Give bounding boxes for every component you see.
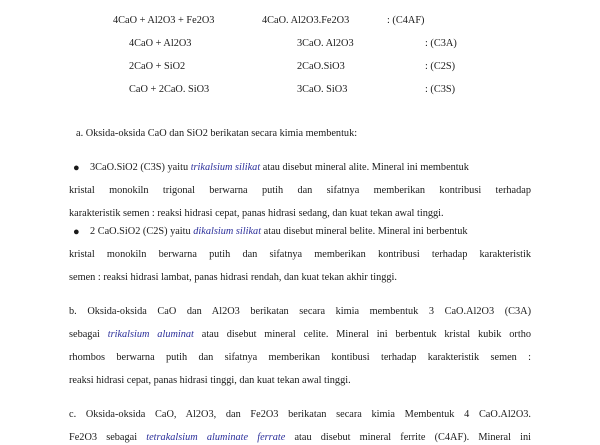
bullet1-rest: atau disebut mineral alite. Mineral ini membentuk [260,162,469,173]
equation-code-4: : (C3S) [425,84,456,95]
bullet1-line3: karakteristik semen : reaksi hidrasi cepat, panas hidrasi sedang, dan kuat tekan awal tinggi. [69,208,444,219]
equation-product-3: 2CaO.SiO3 [297,61,345,72]
equation-product-4: 3CaO. SiO3 [297,84,348,95]
section-b-line1: b. Oksida-oksida CaO dan Al2O3 berikatan secara kimia membentuk 3 CaO.Al2O3 (C3A) [69,306,531,317]
equation-reaction-2: 4CaO + Al2O3 [129,38,192,49]
section-a-heading: a. Oksida-oksida CaO dan SiO2 berikatan secara kimia membentuk: [76,128,358,139]
equation-code-1: : (C4AF) [387,15,425,26]
bullet2-line3: semen : reaksi hidrasi lambat, panas hidrasi rendah, dan kuat tekan akhir tinggi. [69,272,397,283]
bullet-icon: ● [73,162,80,174]
bullet2-lead: 2 CaO.SiO2 (C2S) yaitu [90,226,194,237]
equation-code-2: : (C3A) [425,38,457,49]
section-b-line3: rhombos berwarna putih dan sifatnya memberikan kontibusi terhadap karakteristik semen : [69,352,531,363]
bullet1-line1 [90,162,469,173]
bullet1-lead: 3CaO.SiO2 (C3S) yaitu [90,162,191,173]
bullet2-rest: atau disebut mineral belite. Mineral ini berbentuk [261,226,468,237]
bullet2-line2: kristal monokiln berwarna putih dan sifatnya memberikan kontribusi terhadap karakteristik [69,249,531,260]
bullet1-line2: kristal monokiln trigonal berwarna putih dan sifatnya memberikan kontribusi terhadap [69,185,531,196]
equation-product-1: 4CaO. Al2O3.Fe2O3 [262,15,350,26]
section-b-line4: reaksi hidrasi cepat, panas hidrasi tinggi, dan kuat tekan awal tinggi. [69,375,351,386]
section-b-lead: sebagai [69,329,108,340]
equation-reaction-3: 2CaO + SiO2 [129,61,186,72]
section-c-line1: c. Oksida-oksida CaO, Al2O3, dan Fe2O3 berikatan secara kimia Membentuk 4 CaO.Al2O3. [69,409,531,420]
bullet2-line1 [90,226,468,237]
section-b-term: trikalsium aluminat [107,329,194,340]
equation-product-2: 3CaO. Al2O3 [297,38,354,49]
equation-reaction-4: CaO + 2CaO. SiO3 [129,84,210,95]
bullet-icon: ● [73,226,80,238]
bullet2-term: dikalsium silikat [193,226,262,237]
section-b-rest: atau disebut mineral celite. Mineral ini berbentuk kristal kubik ortho [193,329,531,340]
section-c-line2 [69,432,531,443]
equation-code-3: : (C2S) [425,61,456,72]
equation-reaction-1: 4CaO + Al2O3 + Fe2O3 [113,15,215,26]
section-c-lead: Fe2O3 sebagai [69,432,147,443]
section-b-line2 [69,329,531,340]
section-c-term: tetrakalsium aluminate ferrate [146,432,286,443]
section-c-rest: atau disebut mineral ferrite (C4AF). Mineral ini [285,432,532,443]
bullet1-term: trikalsium silikat [190,162,261,173]
